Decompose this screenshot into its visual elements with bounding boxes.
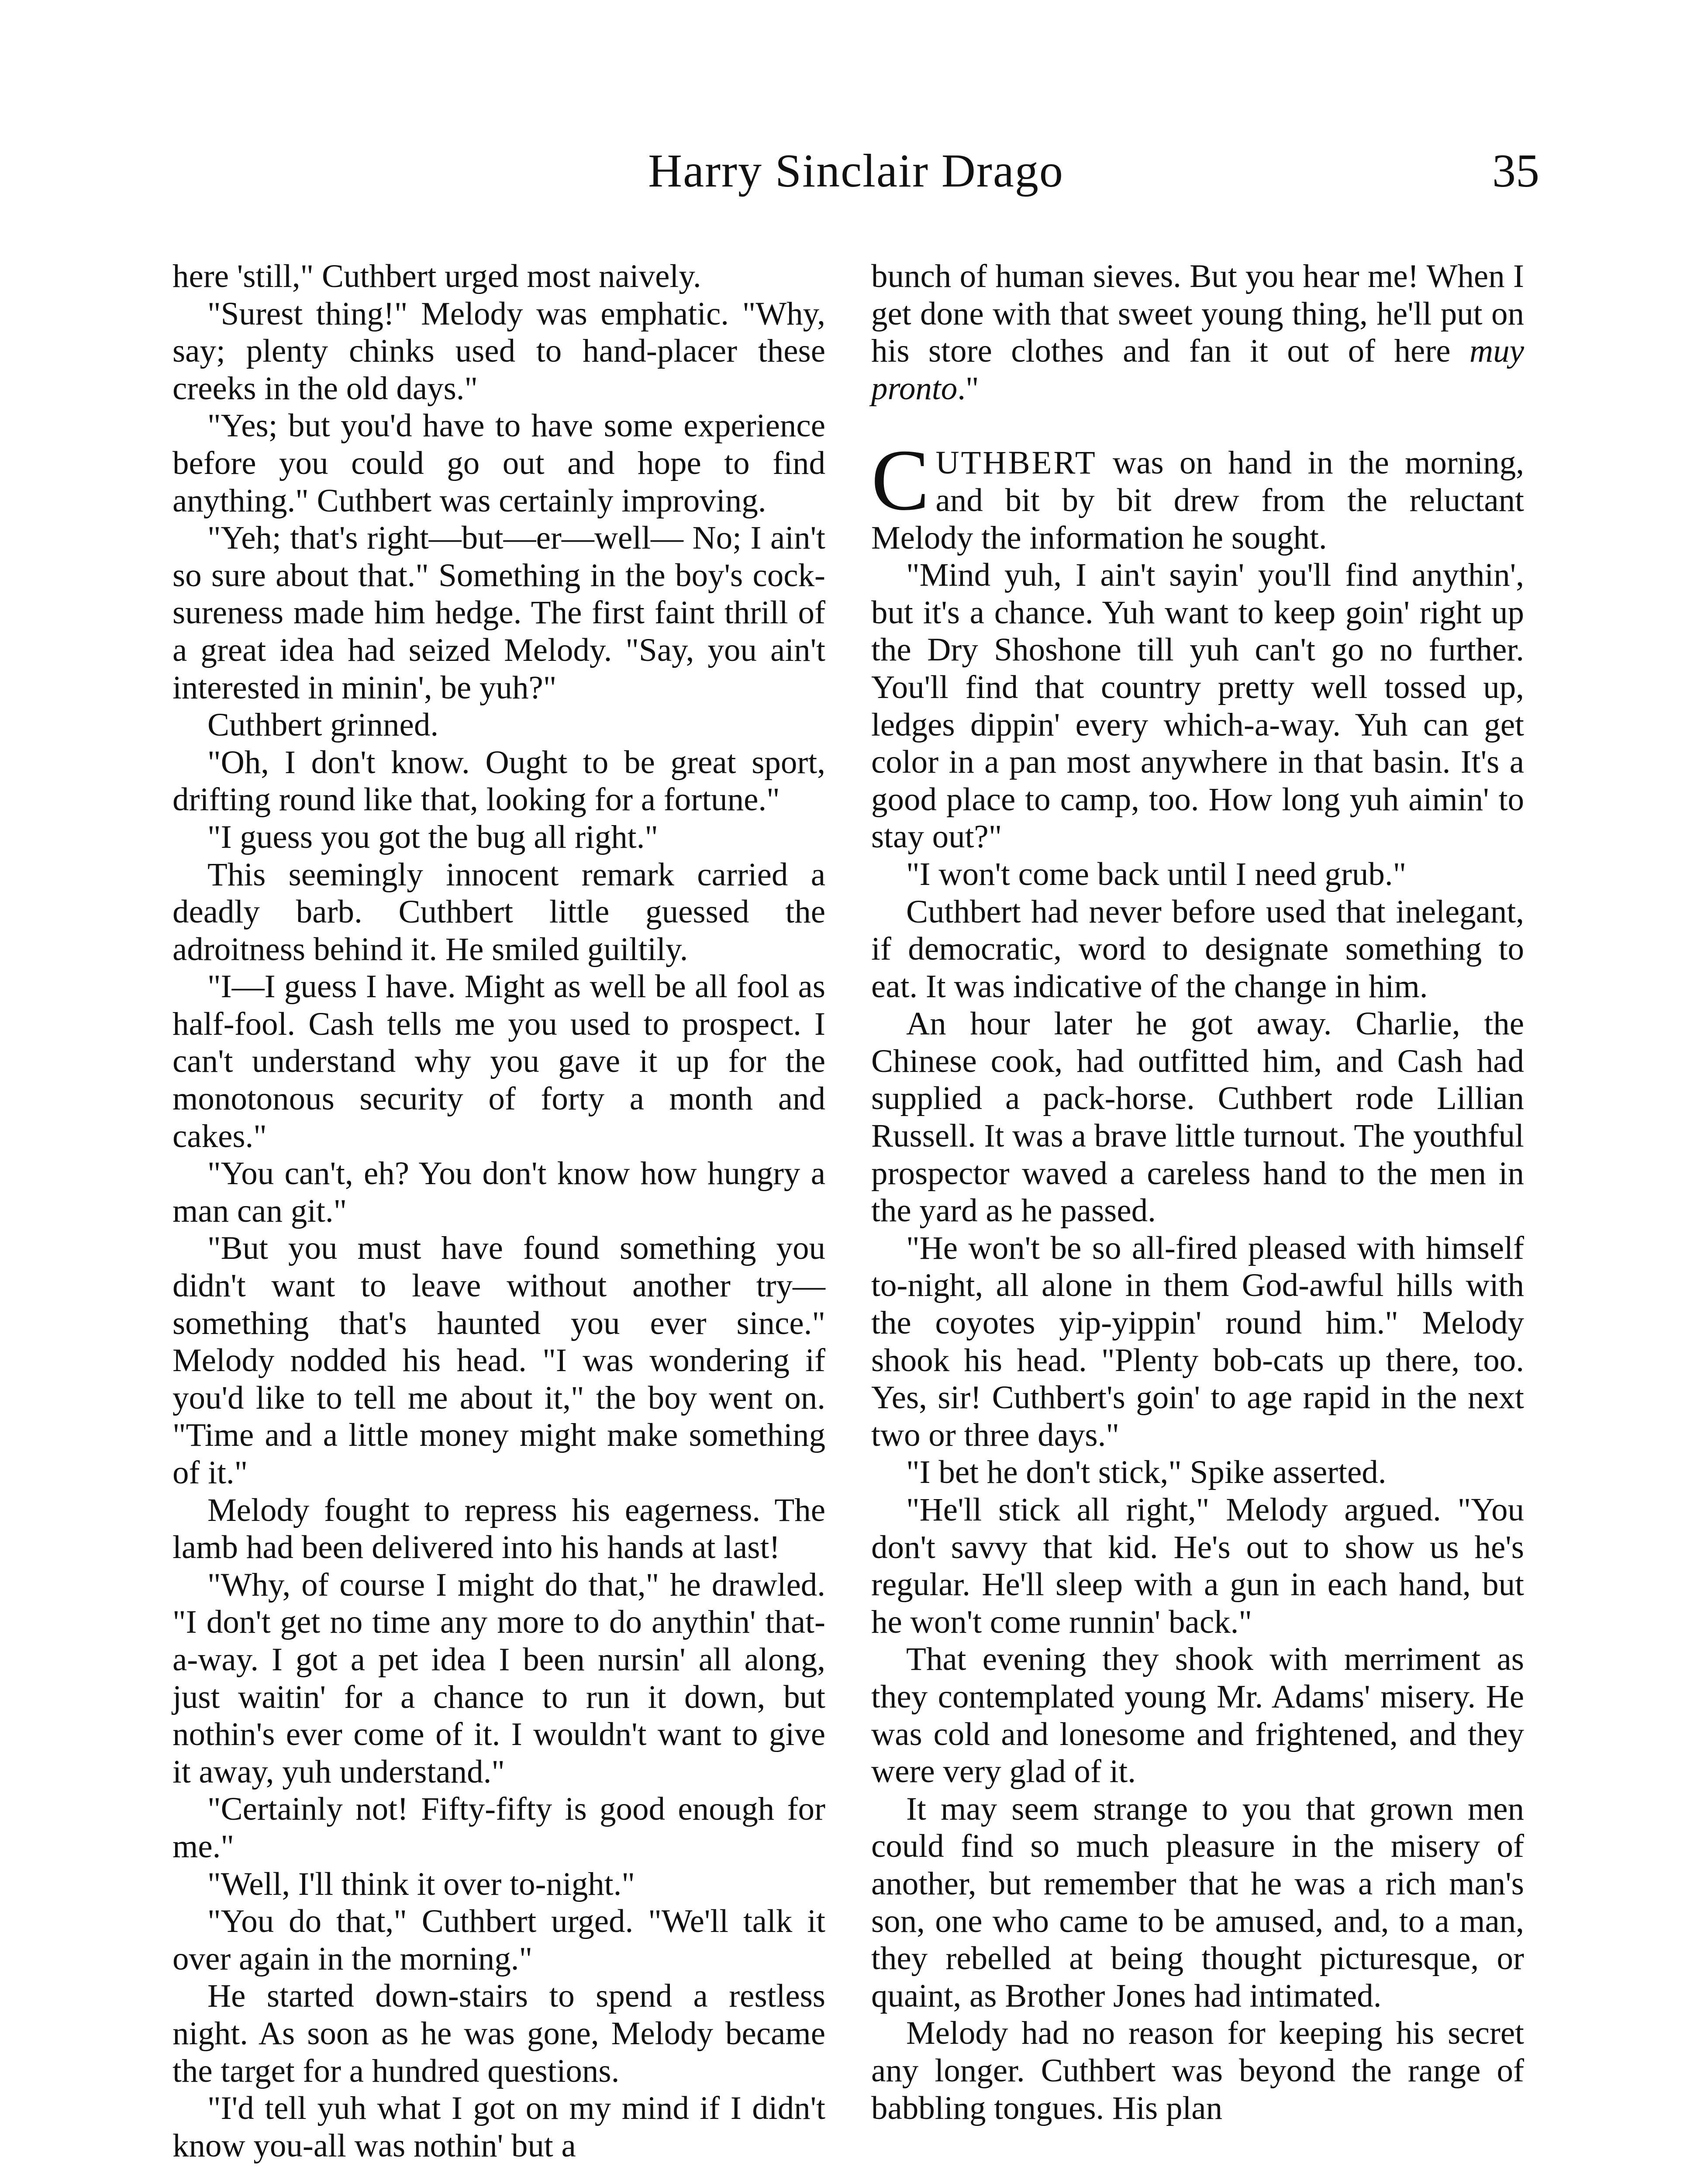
continued-text: bunch of human sieves. But you hear me! When I get done with that sweet young thing, he'll put on his store clothes and fan it out of here bbox=[871, 258, 1524, 370]
paragraph: It may seem strange to you that grown men could find so much pleasure in the misery of another, but remember that he was a rich man's son, one who came to be amused, and, to a man, they rebelled at being thought picturesque, or quaint, as Brother Jones had intimated. bbox=[871, 1790, 1524, 2014]
section-opening-paragraph bbox=[871, 432, 1524, 556]
paragraph: "But you must have found something you didn't want to leave without another try—something that's haunted you ever since." Melody nodded his head. "I was wondering if you'd like to tell me about it," the boy went on. "Time and a little money might make something of it." bbox=[172, 1230, 825, 1491]
smallcaps-lead: UTHBERT bbox=[935, 445, 1097, 481]
paragraph: "I'd tell yuh what I got on my mind if I didn't know you-all was nothin' but a bbox=[172, 2090, 825, 2164]
paragraph: here 'still," Cuthbert urged most naively. bbox=[172, 258, 701, 294]
paragraph: "Yes; but you'd have to have some experience before you could go out and hope to find anything." Cuthbert was certainly improving. bbox=[172, 408, 825, 519]
paragraph: "Mind yuh, I ain't sayin' you'll find anythin', but it's a chance. Yuh want to keep goin' right up the Dry Shoshone till yuh can't go no further. You'll find that country pretty well tossed up, ledges dippin' every which-a-way. Yuh can get color in a pan most anywhere in that basin. It's a good place to camp, too. How long yuh aimin' to stay out?" bbox=[871, 557, 1524, 855]
paragraph: "I—I guess I have. Might as well be all fool as half-fool. Cash tells me you used to prospect. I can't understand why you gave it up for the monotonous security of forty a month and cakes." bbox=[172, 968, 825, 1154]
paragraph: "He'll stick all right," Melody argued. "You don't savvy that kid. He's out to show us he's regular. He'll sleep with a gun in each hand, but he won't come runnin' back." bbox=[871, 1492, 1524, 1640]
drop-cap: C bbox=[871, 432, 930, 529]
continued-paragraph bbox=[871, 258, 1524, 407]
paragraph: "I won't come back until I need grub." bbox=[906, 856, 1407, 892]
right-column bbox=[871, 258, 1524, 2127]
italic-phrase: muy pronto bbox=[871, 333, 1524, 407]
page-header bbox=[172, 144, 1539, 210]
section-opening-text: was on hand in the morning, and bit by bit drew from the reluctant Melody the information he sought. bbox=[871, 445, 1524, 556]
left-column bbox=[172, 258, 825, 2164]
page-number: 35 bbox=[1492, 145, 1539, 197]
continued-text-end: ." bbox=[957, 370, 979, 407]
paragraph: An hour later he got away. Charlie, the Chinese cook, had outfitted him, and Cash had supplied a pack-horse. Cuthbert rode Lillian Russell. It was a brave little turnout. The youthful prospector waved a careless hand to the men in the yard as he passed. bbox=[871, 1006, 1524, 1229]
paragraph: Melody fought to repress his eagerness. The lamb had been delivered into his hands at last! bbox=[172, 1492, 825, 1566]
running-head: Harry Sinclair Drago bbox=[648, 145, 1064, 197]
paragraph: He started down-stairs to spend a restless night. As soon as he was gone, Melody became the target for a hundred questions. bbox=[172, 1978, 825, 2089]
paragraph: "He won't be so all-fired pleased with himself to-night, all alone in them God-awful hills with the coyotes yip-yippin' round him." Melody shook his head. "Plenty bob-cats up there, too. Yes, sir! Cuthbert's goin' to age rapid in the next two or three days." bbox=[871, 1230, 1524, 1453]
paragraph: Cuthbert had never before used that inelegant, if democratic, word to designate something to eat. It was indicative of the change in him. bbox=[871, 893, 1524, 1005]
paragraph: "Well, I'll think it over to-night." bbox=[207, 1866, 635, 1902]
paragraph: This seemingly innocent remark carried a deadly barb. Cuthbert little guessed the adroitness behind it. He smiled guiltily. bbox=[172, 856, 825, 968]
paragraph: "Why, of course I might do that," he drawled. "I don't get no time any more to do anythin' that-a-way. I got a pet idea I been nursin' all along, just waitin' for a chance to run it down, but nothin's ever come of it. I wouldn't want to give it away, yuh understand." bbox=[172, 1566, 825, 1790]
paragraph: Melody had no reason for keeping his secret any longer. Cuthbert was beyond the range of babbling tongues. His plan bbox=[871, 2015, 1524, 2126]
paragraph: "Certainly not! Fifty-fifty is good enough for me." bbox=[172, 1791, 825, 1865]
paragraph: That evening they shook with merriment as they contemplated young Mr. Adams' misery. He was cold and lonesome and frightened, and they were very glad of it. bbox=[871, 1641, 1524, 1790]
paragraph: "Yeh; that's right—but—er—well— No; I ain't so sure about that." Something in the boy's cock-sureness made him hedge. The first faint thrill of a great idea had seized Melody. "Say, you ain't interested in minin', be yuh?" bbox=[172, 520, 825, 706]
paragraph: Cuthbert grinned. bbox=[207, 707, 439, 743]
paragraph: "Oh, I don't know. Ought to be great sport, drifting round like that, looking for a fortune." bbox=[172, 744, 825, 818]
paragraph: "I bet he don't stick," Spike asserted. bbox=[906, 1454, 1387, 1491]
paragraph: "I guess you got the bug all right." bbox=[207, 819, 658, 855]
paragraph: "Surest thing!" Melody was emphatic. "Why, say; plenty chinks used to hand-placer these creeks in the old days." bbox=[172, 295, 825, 407]
paragraph: "You do that," Cuthbert urged. "We'll talk it over again in the morning." bbox=[172, 1903, 825, 1977]
paragraph: "You can't, eh? You don't know how hungry a man can git." bbox=[172, 1155, 825, 1229]
